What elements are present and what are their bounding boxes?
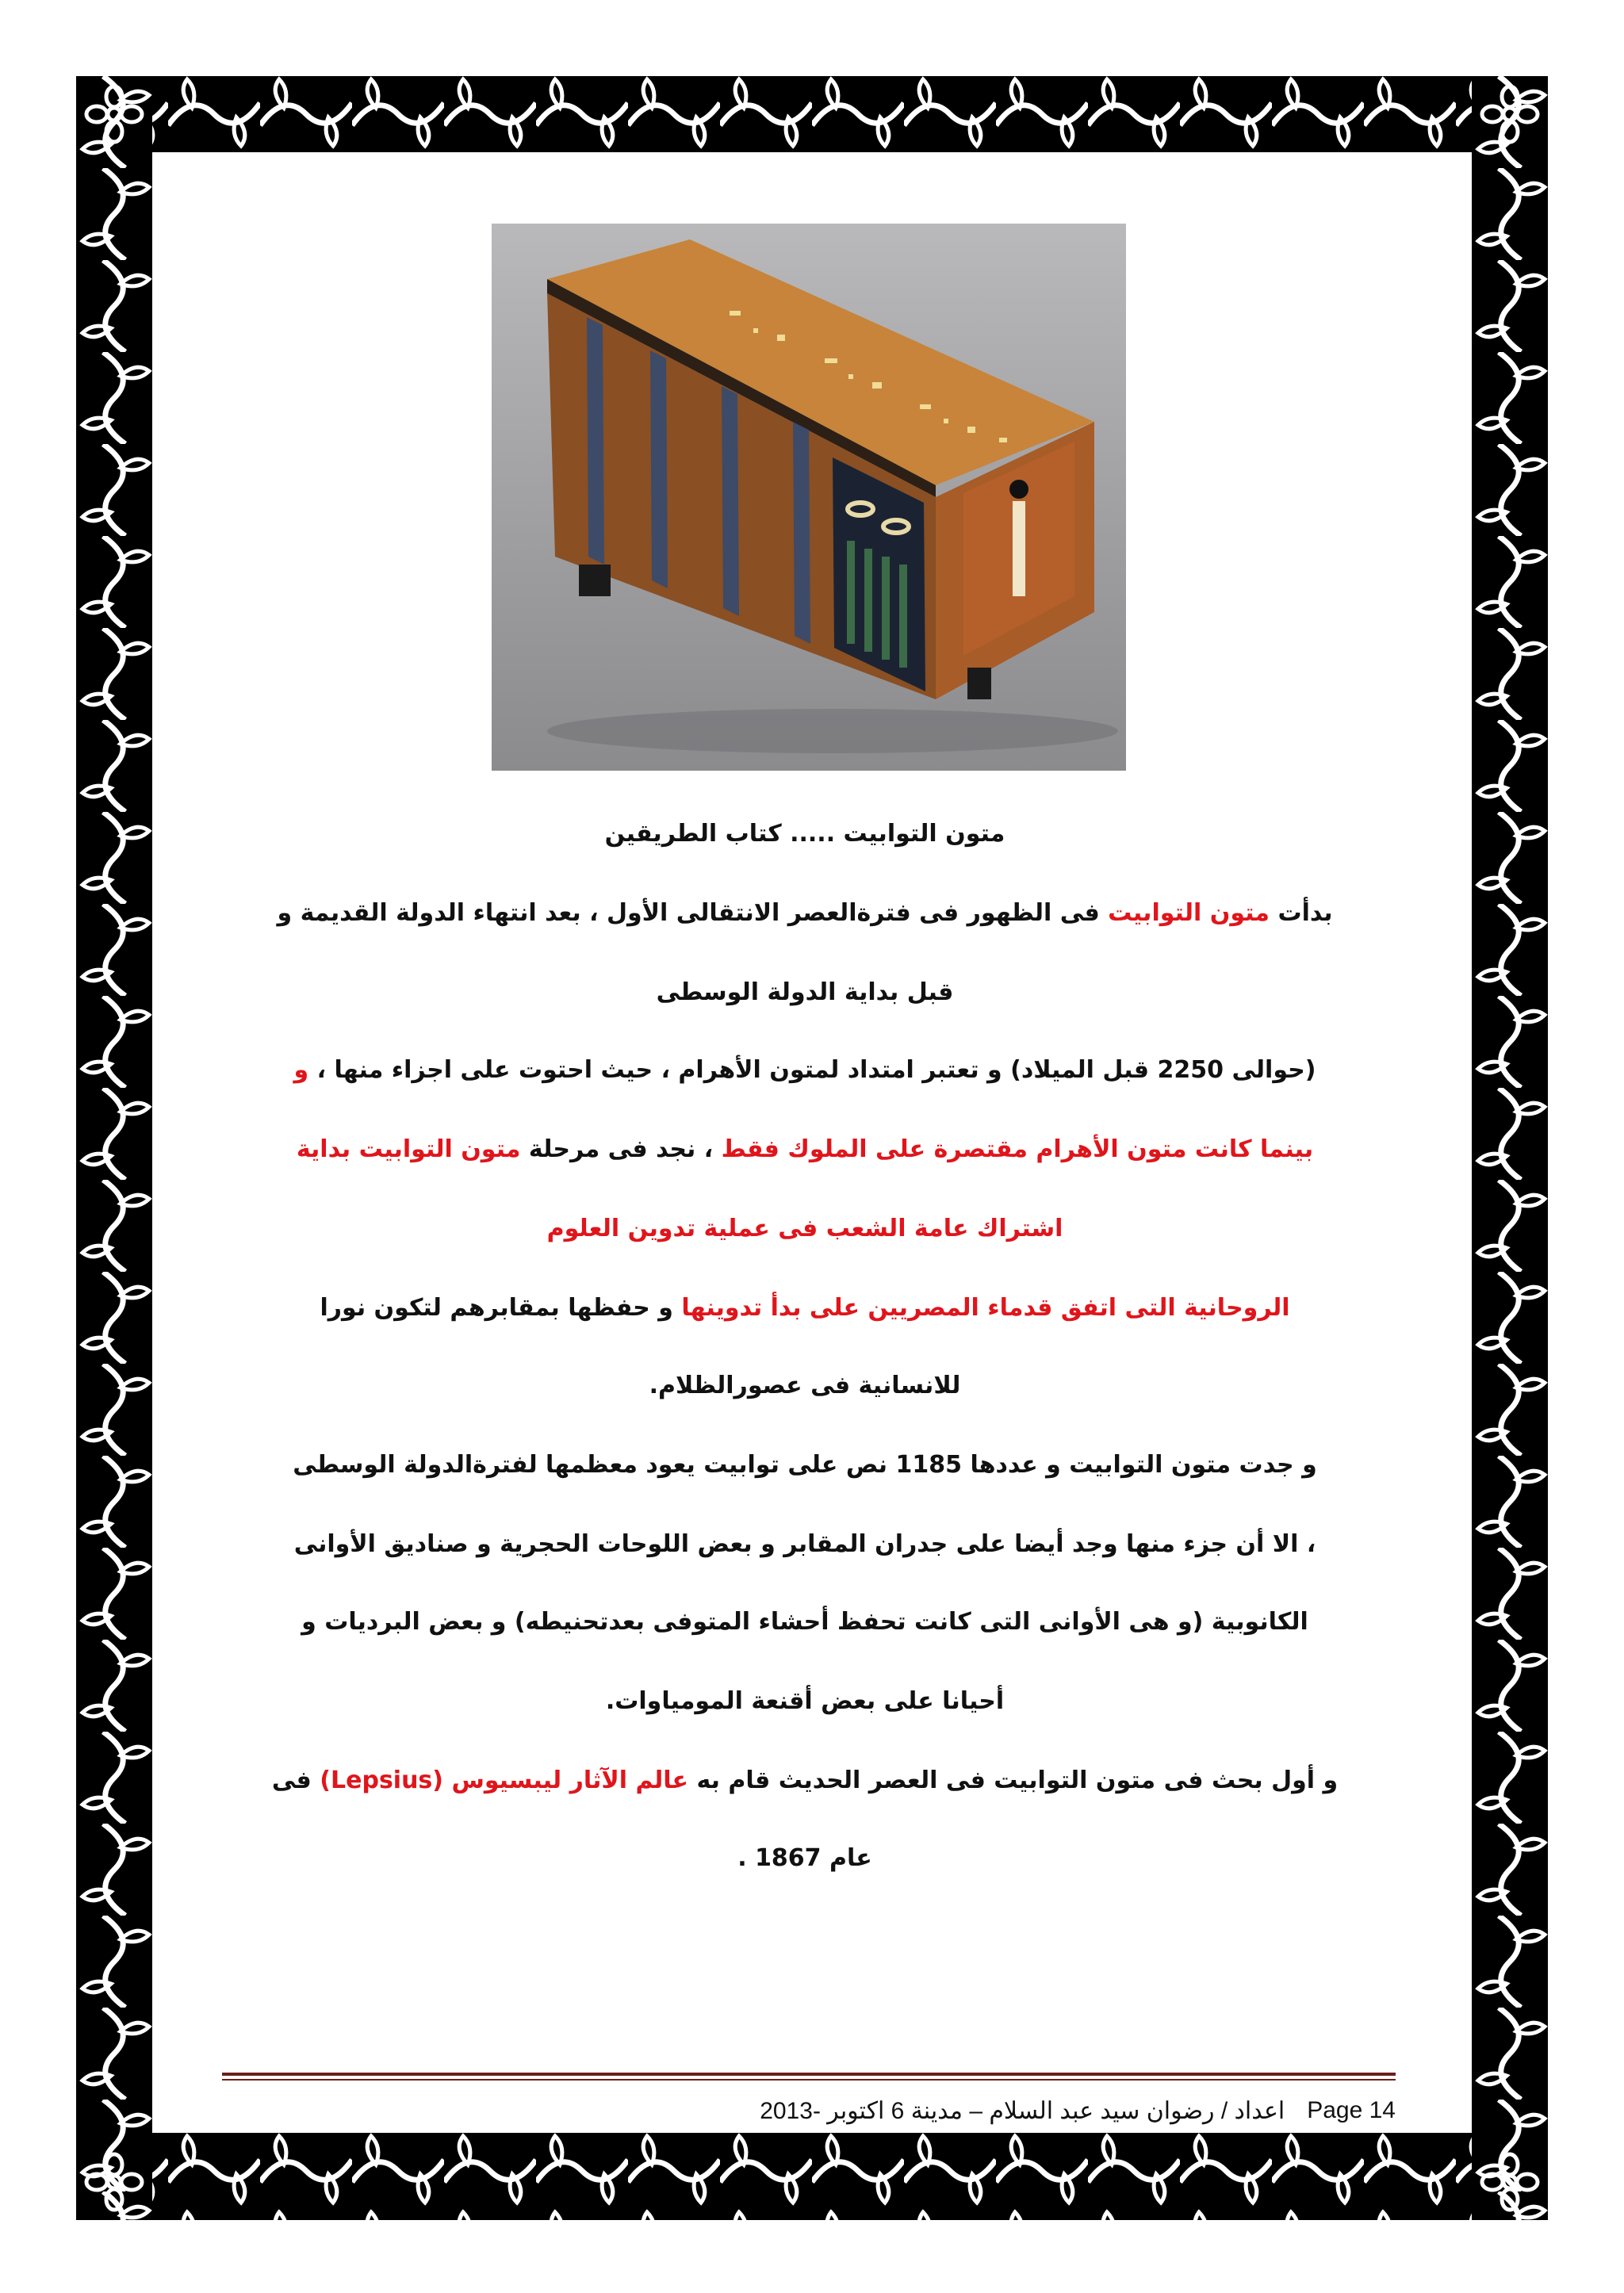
coffin-illustration	[492, 224, 1126, 771]
flower-corner-icon	[84, 84, 144, 144]
paragraph-1-line-7: للانسانية فى عصورالظلام.	[649, 1372, 961, 1399]
border-top	[76, 76, 1548, 152]
vine-leaf-border-icon	[1472, 76, 1548, 2220]
paragraph-1-line-3	[214, 1055, 1396, 1086]
paragraph-2-line-3: الكانوبية (و هى الأوانى التى كانت تحفظ أحشاء المتوفى بعدتحنيطه) و بعض البرديات و	[301, 1608, 1308, 1636]
text-run: فى	[271, 1767, 320, 1794]
page-number: Page 14	[1307, 2097, 1396, 2123]
text-run: بدأت	[1270, 899, 1333, 927]
flower-corner-icon	[1480, 2152, 1540, 2212]
footer-credit: اعداد / رضوان سيد عبد السلام – مدينة 6 اكتوبر -2013	[760, 2097, 1285, 2124]
text-run: فى الظهور فى فترةالعصر الانتقالى الأول ، بعد انتهاء الدولة القديمة و	[277, 899, 1109, 927]
border-right	[1472, 76, 1548, 2220]
paragraph-1-line-1	[214, 898, 1396, 929]
text-run: ، نجد فى مرحلة	[520, 1135, 722, 1163]
paragraph-2-line-2: ، الا أن جزء منها وجد أيضا على جدران المقابر و بعض اللوحات الحجرية و صناديق الأوانى	[293, 1530, 1316, 1558]
page-footer	[555, 2093, 1396, 2128]
highlight-run: و	[293, 1056, 309, 1084]
highlight-run: متون التوابيت بداية	[296, 1135, 521, 1163]
paragraph-2-line-1: و جدت متون التوابيت و عددها 1185 نص على توابيت يعود معظمها لفترةالدولة الوسطى	[293, 1451, 1317, 1479]
text-run: و حفظها بمقابرهم لتكون نورا	[320, 1294, 682, 1322]
paragraph-3-line-2: عام 1867 .	[737, 1844, 872, 1872]
coffin-photo	[492, 224, 1126, 771]
text-run: (حوالى 2250 قبل الميلاد) و تعتبر امتداد لمتون الأهرام ، حيث احتوت على اجزاء منها ،	[308, 1056, 1316, 1084]
vine-leaf-border-icon	[76, 76, 1548, 152]
paragraph-1-line-4	[214, 1134, 1396, 1166]
footer-divider	[222, 2073, 1396, 2076]
paragraph-3-line-1	[214, 1765, 1396, 1797]
highlight-run: الروحانية التى اتفق قدماء المصريين على بدأ تدوينها	[681, 1294, 1290, 1322]
flower-corner-icon	[84, 2152, 144, 2212]
paragraph-1-line-2: قبل بداية الدولة الوسطى	[656, 978, 954, 1006]
paragraph-1-line-5: اشتراك عامة الشعب فى عملية تدوين العلوم	[546, 1215, 1063, 1242]
vine-leaf-border-icon	[76, 76, 152, 2220]
highlight-run: متون التوابيت	[1108, 899, 1270, 927]
paragraph-1-line-6	[214, 1292, 1396, 1324]
paragraph-2-line-4: أحيانا على بعض أقنعة المومياوات.	[605, 1687, 1005, 1715]
text-run: و أول بحث فى متون التوابيت فى العصر الحديث قام به	[688, 1767, 1339, 1794]
footer-divider-thin	[222, 2079, 1396, 2081]
highlight-run: بينما كانت متون الأهرام مقتصرة على الملوك فقط	[721, 1135, 1314, 1163]
border-left	[76, 76, 152, 2220]
flower-corner-icon	[1480, 84, 1540, 144]
article-title: متون التوابيت ..... كتاب الطريقين	[604, 820, 1005, 848]
highlight-run: عالم الآثار ليبسيوس (Lepsius)	[320, 1767, 689, 1794]
